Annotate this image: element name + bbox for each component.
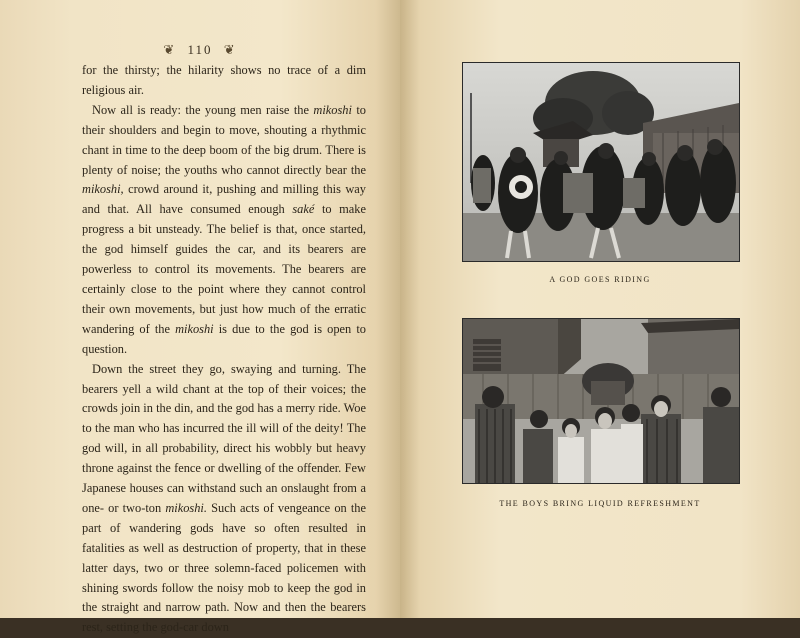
text-run: Down the street they go, swaying and turning. The bearers yell a wild chant at the top of their voices; the crowds join in the din, and the god has a merry ride. Woe to the man who has incurred the ill will of the deity! The god will, in all probability, direct his wobbly but heavy throne against the fence or dwelling of the offender. Few Japanese houses can withstand such an onslaught from a one- or two-ton: [82, 361, 366, 515]
text-run: Now all is ready: the young men raise the: [92, 102, 314, 117]
text-run: for the thirsty; the hilarity shows no trace of a dim religious air.: [82, 63, 366, 97]
caption-photo1: A GOD GOES RIDING: [549, 275, 651, 284]
italic-term: saké: [292, 202, 315, 217]
text-run: crowd around it, pushing and milling this way and that. All have consumed enough: [82, 182, 366, 217]
body-text: [82, 61, 366, 638]
paragraph: [82, 61, 366, 101]
page-number: 110: [187, 42, 213, 57]
left-ornament-icon: ❦: [163, 42, 177, 57]
text-run: Such acts of vengeance on the part of wandering gods have so often resulted in fatalities as well as destruction of property, that in these latter days, two or three solemn-faced policemen with shining swords follow the noisy mob to keep the god in the straight and narrow path. Now and then the bearers rest, setting the god-car down: [82, 500, 366, 635]
text-run: is due to the god is open to question.: [82, 321, 366, 356]
paragraph: [82, 360, 366, 638]
paragraph: [82, 101, 366, 360]
italic-term: mikoshi,: [82, 182, 124, 197]
photo-god-goes-riding: [462, 62, 740, 262]
italic-term: mikoshi: [313, 102, 352, 117]
right-ornament-icon: ❦: [223, 42, 237, 57]
italic-term: mikoshi.: [165, 500, 207, 515]
page-header: [0, 42, 400, 58]
photo-boys-bring-refreshment-image: [463, 319, 739, 483]
text-run: to make progress a bit unsteady. The belief is that, once started, the god himself guides the car, and its bearers are powerless to control its movements. The bearers are certainly close to the point where they cannot control their own movements, but just how much of the erratic wandering of the: [82, 202, 366, 336]
italic-term: mikoshi: [175, 321, 214, 336]
text-run: to their shoulders and begin to move, shouting a rhythmic chant in time to the deep boom of the big drum. There is plenty of noise; the youths who cannot directly bear the: [82, 102, 366, 177]
photo-god-goes-riding-image: [463, 63, 739, 261]
photo-boys-bring-refreshment: [462, 318, 740, 484]
caption-photo2: THE BOYS BRING LIQUID REFRESHMENT: [499, 499, 701, 508]
left-page: [0, 0, 400, 635]
